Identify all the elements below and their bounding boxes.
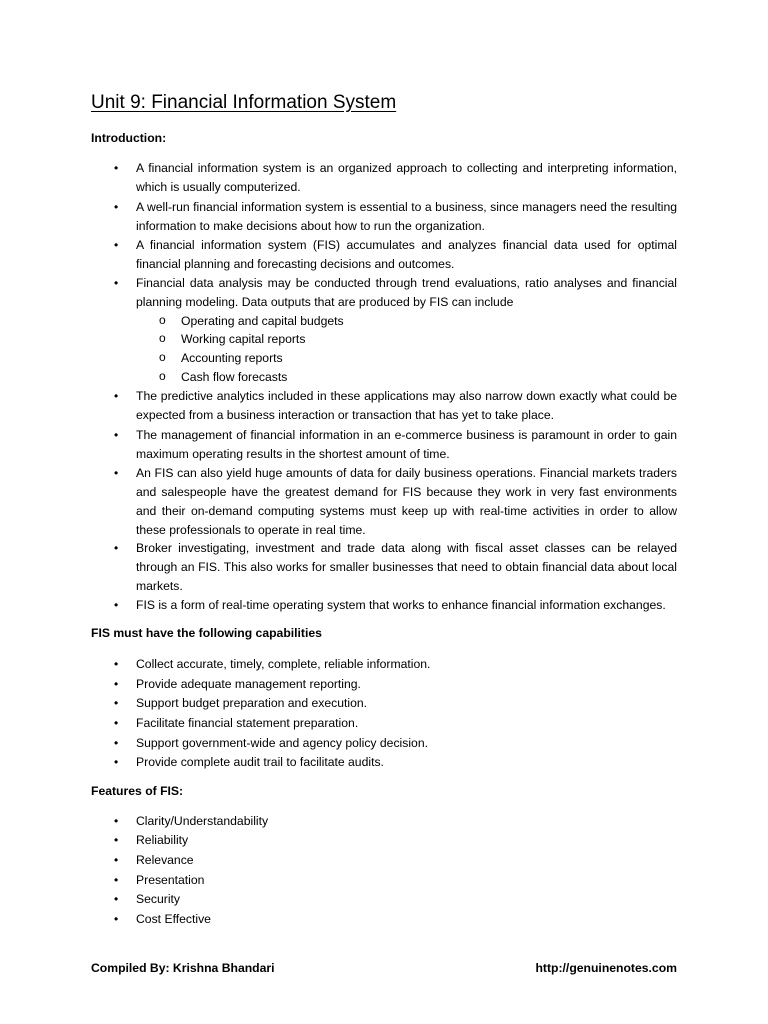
- bullet-icon: •: [114, 466, 119, 480]
- intro-bullet: [114, 236, 677, 274]
- circle-bullet-icon: o: [159, 331, 166, 345]
- feature-text: Security: [136, 892, 181, 906]
- intro-bullet-text: A well-run financial information system is essential to a business, since managers need the resulting information to make decisions about how to run the organization.: [136, 200, 677, 233]
- intro-bullet-text: A financial information system is an organized approach to collecting and interpreting information, which is usually computerized.: [136, 161, 677, 194]
- bullet-icon: •: [114, 657, 119, 671]
- intro-bullet-text: The management of financial information in an e-commerce business is paramount in order to gain maximum operating results in the shortest amount of time.: [136, 428, 677, 461]
- bullet-icon: •: [114, 238, 119, 252]
- feature-text: Clarity/Understandability: [136, 814, 269, 828]
- bullet-icon: •: [114, 541, 119, 555]
- capability-bullet: [114, 734, 677, 753]
- feature-text: Cost Effective: [136, 912, 211, 926]
- feature-text: Relevance: [136, 853, 194, 867]
- bullet-icon: •: [114, 696, 119, 710]
- sub-bullet-text: Accounting reports: [181, 351, 283, 365]
- bullet-icon: •: [114, 853, 119, 867]
- feature-bullet: [114, 910, 677, 929]
- feature-bullet: [114, 851, 677, 870]
- feature-bullet: [114, 890, 677, 909]
- feature-bullet: [114, 831, 677, 850]
- feature-bullet: [114, 812, 677, 831]
- feature-bullet: [114, 871, 677, 890]
- capability-text: Facilitate financial statement preparation.: [136, 716, 359, 730]
- capabilities-heading: FIS must have the following capabilities: [91, 626, 322, 640]
- bullet-icon: •: [114, 873, 119, 887]
- bullet-icon: •: [114, 814, 119, 828]
- capability-bullet: [114, 655, 677, 674]
- intro-bullet: [114, 198, 677, 236]
- capability-text: Provide adequate management reporting.: [136, 677, 361, 691]
- intro-bullet-text: Financial data analysis may be conducted through trend evaluations, ratio analyses and financial planning modeling. Data outputs that are produced by FIS can include: [136, 276, 677, 309]
- intro-bullet-text: FIS is a form of real-time operating system that works to enhance financial information exchanges.: [136, 598, 666, 612]
- feature-text: Reliability: [136, 833, 189, 847]
- page-title: Unit 9: Financial Information System: [91, 92, 397, 113]
- intro-bullet: [114, 387, 677, 425]
- intro-bullet: [114, 596, 677, 615]
- bullet-icon: •: [114, 200, 119, 214]
- bullet-icon: •: [114, 598, 119, 612]
- bullet-icon: •: [114, 276, 119, 290]
- bullet-icon: •: [114, 736, 119, 750]
- capability-bullet: [114, 714, 677, 733]
- sub-bullet: [159, 349, 661, 368]
- footer-compiled-by: Compiled By: Krishna Bhandari: [91, 961, 275, 975]
- bullet-icon: •: [114, 677, 119, 691]
- sub-bullet-text: Working capital reports: [181, 332, 306, 346]
- intro-bullet: [114, 426, 677, 464]
- features-heading: Features of FIS:: [91, 784, 184, 798]
- feature-text: Presentation: [136, 873, 205, 887]
- intro-bullet-text: An FIS can also yield huge amounts of data for daily business operations. Financial markets traders and salespeople have the greatest demand for FIS because they work in very fast environments and their on-demand computing systems must keep up with real-time activities in order to allow these professionals to operate in real time.: [136, 466, 677, 537]
- bullet-icon: •: [114, 833, 119, 847]
- capability-bullet: [114, 675, 677, 694]
- intro-bullet: [114, 539, 677, 596]
- capability-bullet: [114, 694, 677, 713]
- capability-text: Support government-wide and agency policy decision.: [136, 736, 428, 750]
- sub-bullet: [159, 368, 661, 387]
- bullet-icon: •: [114, 755, 119, 769]
- sub-bullet: [159, 330, 661, 349]
- bullet-icon: •: [114, 389, 119, 403]
- footer-url-link[interactable]: http://genuinenotes.com: [535, 961, 677, 975]
- circle-bullet-icon: o: [159, 369, 166, 383]
- bullet-icon: •: [114, 892, 119, 906]
- intro-bullet: [114, 274, 677, 312]
- introduction-heading: Introduction:: [91, 131, 167, 145]
- bullet-icon: •: [114, 161, 119, 175]
- bullet-icon: •: [114, 428, 119, 442]
- sub-bullet: [159, 312, 661, 331]
- bullet-icon: •: [114, 716, 119, 730]
- intro-bullet-text: Broker investigating, investment and trade data along with fiscal asset classes can be relayed through an FIS. This also works for smaller businesses that need to obtain financial data about local markets.: [136, 541, 677, 593]
- intro-bullet-text: The predictive analytics included in these applications may also narrow down exactly what could be expected from a business interaction or transaction that has yet to take place.: [136, 389, 677, 422]
- intro-bullet: [114, 464, 677, 540]
- capability-text: Support budget preparation and execution.: [136, 696, 368, 710]
- capability-text: Collect accurate, timely, complete, reliable information.: [136, 657, 431, 671]
- bullet-icon: •: [114, 912, 119, 926]
- circle-bullet-icon: o: [159, 350, 166, 364]
- capability-bullet: [114, 753, 677, 772]
- sub-bullet-text: Operating and capital budgets: [181, 314, 344, 328]
- capability-text: Provide complete audit trail to facilitate audits.: [136, 755, 384, 769]
- intro-bullet-text: A financial information system (FIS) accumulates and analyzes financial data used for optimal financial planning and forecasting decisions and outcomes.: [136, 238, 677, 271]
- sub-bullet-text: Cash flow forecasts: [181, 370, 288, 384]
- intro-bullet: [114, 159, 677, 197]
- circle-bullet-icon: o: [159, 313, 166, 327]
